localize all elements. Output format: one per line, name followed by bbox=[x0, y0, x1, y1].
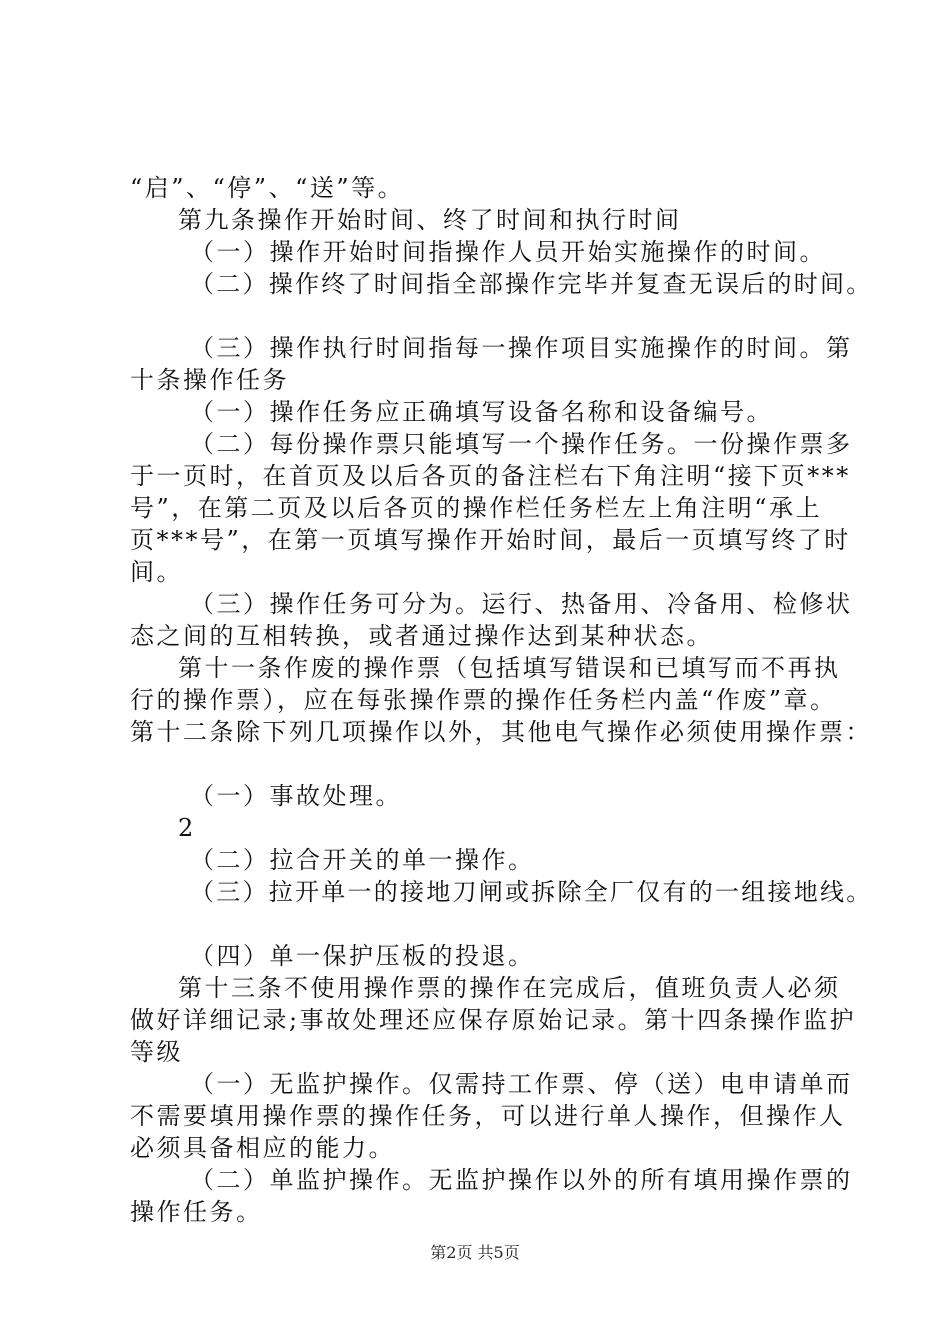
text-line: （四）单一保护压板的投退。 bbox=[190, 942, 535, 970]
text-line: （二）拉合开关的单一操作。 bbox=[190, 846, 535, 874]
text-line: 间。 bbox=[130, 558, 183, 586]
article-heading: 第十三条不使用操作票的操作在完成后，值班负责人必须 bbox=[178, 974, 841, 1002]
text-line: 必须具备相应的能力。 bbox=[130, 1134, 395, 1162]
text-line: （二）操作终了时间指全部操作完毕并复查无误后的时间。 bbox=[190, 270, 873, 298]
article-heading: 第十一条作废的操作票（包括填写错误和已填写而不再执 bbox=[178, 654, 841, 682]
blank-line bbox=[130, 908, 850, 940]
text-line: 做好详细记录;事故处理还应保存原始记录。第十四条操作监护 bbox=[130, 1006, 857, 1034]
text-line: （三）操作执行时间指每一操作项目实施操作的时间。第 bbox=[190, 334, 853, 362]
text-line: （一）无监护操作。仅需持工作票、停（送）电申请单而 bbox=[190, 1070, 853, 1098]
text-line: （一）操作任务应正确填写设备名称和设备编号。 bbox=[190, 398, 773, 426]
blank-line bbox=[130, 300, 850, 332]
text-line: 行的操作票），应在每张操作票的操作任务栏内盖“作废”章。 bbox=[130, 686, 837, 714]
text-line: 不需要填用操作票的操作任务，可以进行单人操作，但操作人 bbox=[130, 1102, 846, 1130]
text-line: （一）事故处理。 bbox=[190, 782, 402, 810]
text-line: （二）每份操作票只能填写一个操作任务。一份操作票多 bbox=[190, 430, 853, 458]
text-line: 于一页时，在首页及以后各页的备注栏右下角注明“接下页*** bbox=[130, 462, 851, 490]
article-heading: 第十二条除下列几项操作以外，其他电气操作必须使用操作票： bbox=[130, 718, 872, 746]
text-line: 操作任务。 bbox=[130, 1198, 263, 1226]
text-line: 号”，在第二页及以后各页的操作栏任务栏左上角注明“承上 bbox=[130, 494, 823, 522]
page-footer: 第2页 共5页 bbox=[430, 1243, 520, 1262]
text-line: 等级 bbox=[130, 1038, 183, 1066]
text-line: 页***号”，在第一页填写操作开始时间，最后一页填写终了时 bbox=[130, 526, 851, 554]
text-line: （三）拉开单一的接地刀闸或拆除全厂仅有的一组接地线。 bbox=[190, 878, 873, 906]
inline-page-number: 2 bbox=[178, 814, 194, 842]
text-line: （一）操作开始时间指操作人员开始实施操作的时间。 bbox=[190, 238, 826, 266]
page-body bbox=[130, 172, 873, 1228]
text-line: “启”、“停”、“送”等。 bbox=[130, 174, 405, 202]
text-line: （三）操作任务可分为。运行、热备用、冷备用、检修状 bbox=[190, 590, 853, 618]
text-line: （二）单监护操作。无监护操作以外的所有填用操作票的 bbox=[190, 1166, 853, 1194]
text-line: 态之间的互相转换，或者通过操作达到某种状态。 bbox=[130, 622, 713, 650]
blank-line bbox=[130, 748, 850, 780]
article-heading: 第九条操作开始时间、终了时间和执行时间 bbox=[178, 206, 682, 234]
text-line: 十条操作任务 bbox=[130, 366, 289, 394]
